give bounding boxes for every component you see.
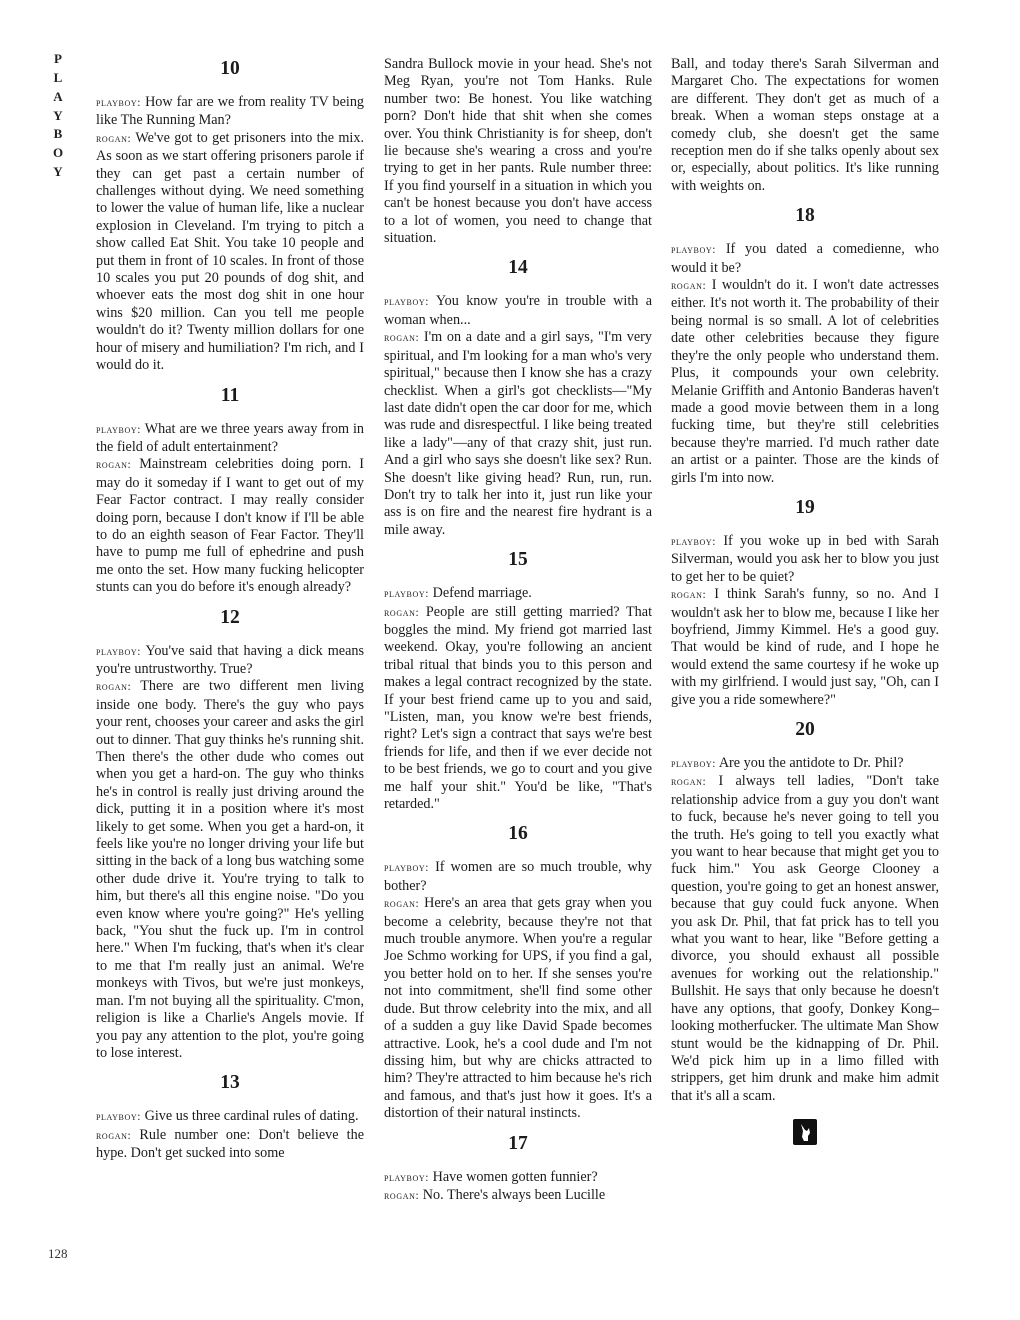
question-number: 13 — [220, 1072, 240, 1094]
interviewer-question — [671, 533, 939, 586]
body-text: I always tell ladies, "Don't take relationship advice from a guy you don't want to fuck, because he's never going to tell you the truth. He's going to tell you exactly what you want to hear because that might get you to fuck him." You ask George Clooney a question, you're going to get an honest answer, because that guy could fuck anyone. When you ask Dr. Phil, that fat prick has to tell you what you want to hear, like "Before getting a divorce, you should exhaust all possible avenues for working out the relationship." Bullshit. He says that only because he doesn't have any options, that goofy, Donkey Kong–looking motherfucker. The ultimate Man Show stunt would be the kidnapping of Dr. Phil. We'd pick him up in a limo filled with strippers, get him drunk and make him admit that it's all a scam. — [671, 773, 939, 1104]
speaker-label: playboy: — [671, 758, 717, 770]
interviewee-answer — [384, 1187, 652, 1205]
text-column-2 — [384, 56, 652, 1205]
speaker-label: playboy: — [384, 296, 430, 309]
text-column-1 — [96, 56, 364, 1163]
interviewer-question — [384, 859, 652, 895]
speaker-label: rogan: — [96, 132, 132, 145]
paragraph — [384, 56, 652, 247]
body-text: No. There's always been Lucille — [422, 1186, 606, 1203]
speaker-label: playboy: — [96, 97, 142, 109]
speaker-label: playboy: — [96, 645, 142, 658]
body-text: Rule number one: Don't believe the hype. Don't get sucked into some — [96, 1126, 365, 1162]
speaker-label: playboy: — [384, 1171, 430, 1184]
body-text: Ball, and today there's Sarah Silverman and Margaret Cho. The expectations for women are different. They don't get as much of a break. When a woman steps onstage at a comedy club, she doesn't get the same reception men do if she talks openly about sex or, especially, about politics. It's like running with weights on. — [671, 56, 939, 194]
question-number: 17 — [508, 1132, 528, 1154]
side-letter: Y — [53, 107, 63, 123]
interviewee-answer — [384, 895, 652, 1122]
interviewer-question — [384, 293, 652, 329]
speaker-label: rogan: — [96, 681, 132, 694]
interviewer-question — [671, 755, 939, 773]
speaker-label: rogan: — [96, 1129, 132, 1142]
text-column-3 — [671, 56, 939, 1145]
question-number: 15 — [508, 549, 528, 571]
interviewee-answer — [96, 130, 364, 375]
question-number: 10 — [220, 58, 240, 79]
speaker-label: playboy: — [384, 588, 430, 601]
interviewee-answer — [671, 277, 939, 487]
rabbit-logo-icon — [793, 1119, 817, 1145]
body-text: You've said that having a dick means you're untrustworthy. True? — [96, 642, 364, 677]
paragraph — [671, 56, 939, 195]
side-letter: A — [53, 88, 63, 104]
body-text: What are we three years away from in the field of adult entertainment? — [96, 420, 364, 455]
speaker-label: rogan: — [671, 280, 707, 293]
body-text: If you dated a comedienne, who would it be? — [671, 241, 939, 276]
magazine-side-label — [46, 50, 70, 182]
body-text: I think Sarah's funny, so no. And I wouldn't ask her to blow me, because I like her boyfriend, Jimmy Kimmel. He's a good guy. That would be kind of rude, and I hope he would extend the same courtesy if he woke up with my girlfriend. I would just say, "Oh, can I give you a ride somewhere?" — [671, 586, 940, 708]
question-number: 11 — [220, 384, 240, 406]
speaker-label: playboy: — [671, 244, 717, 257]
side-letter: O — [52, 145, 64, 161]
interviewee-answer — [671, 773, 939, 1105]
side-letter: P — [54, 51, 62, 66]
speaker-label: rogan: — [384, 332, 420, 345]
speaker-label: playboy: — [384, 862, 430, 875]
question-number: 19 — [795, 496, 815, 518]
side-letter: L — [53, 69, 63, 85]
side-letter: B — [53, 126, 63, 142]
speaker-label: rogan: — [384, 898, 420, 911]
interviewer-question — [384, 585, 652, 603]
body-text: There are two different men living inside one body. There's the guy who pays your rent, chooses your career and asks the girl out to dinner. That guy thinks he's running shit. Then there's the other dude who comes out when you get a hard-on. The guy who thinks he's in control is really just driving around the dick, putting it in a position where it's most likely to get some. When you get a hard-on, it feels like you're no longer driving your life but sitting in the back of a long bus watching some other dude drive it. You're trying to talk to him, but there's all this engine noise. "Do you even know where you're going?" He's yelling back, "You shut the fuck up. I'm in control here." When I'm fucking, that's when it's clear to me that I'm really just an animal. We're monkeys with Tivos, but we're just monkeys, man. I'm not buying all the spirituality. C'mon, religion is like a Charlie's Angels movie. If you pay any attention to the plot, you're going to lose interest. — [96, 678, 364, 1061]
interviewer-question — [671, 241, 939, 277]
body-text: Have women gotten funnier? — [432, 1168, 598, 1185]
page-number: 128 — [48, 1246, 68, 1261]
body-text: You know you're in trouble with a woman when... — [384, 293, 652, 328]
body-text: How far are we from reality TV being like The Running Man? — [96, 94, 365, 129]
interviewer-question — [96, 94, 364, 130]
question-number: 16 — [508, 823, 528, 845]
speaker-label: playboy: — [96, 1111, 142, 1124]
speaker-label: rogan: — [384, 606, 420, 619]
speaker-label: rogan: — [384, 1189, 420, 1202]
interviewee-answer — [384, 329, 652, 539]
body-text: People are still getting married? That boggles the mind. My friend got married last weekend. Okay, you're following an ancient tribal ritual that binds you to this person and makes a legal contract recognized by the state. If your best friend came up to you and said, "Listen, man, you know we're best friends, right? Let's sign a contract that says we're best friends for life, and then if we ever decide not to be best friends, we go to court and you give me half your shit." You'd be like, "That's retarded." — [384, 603, 653, 813]
body-text: I'm on a date and a girl says, "I'm very spiritual, and I'm looking for a man who's very spiritual," because then I know she has a crazy checklist. When a girl's got checklists—"My last date didn't open the car door for me, which was rude and disrespectful. I like being treated like a lady"—any of that crazy shit, just run. And a girl who says she doesn't like sex? Run. She doesn't like giving head? Run, run, run. Don't try to talk her into it, just run like your ass is on fire and the nearest fire hydrant is a mile away. — [384, 329, 652, 538]
body-text: If women are so much trouble, why bother? — [384, 859, 652, 894]
body-text: Mainstream celebrities doing porn. I may do it someday if I want to get out of my Fear Factor contract. I may really consider doing porn, because I don't know if I'll be able to do an eighth season of Fear Factor. They'll have to pump me full of ephedrine and push me onto the set. How many fucking helicopter stunts can you do before it's enough already? — [96, 456, 365, 596]
question-number: 20 — [795, 719, 815, 740]
interviewee-answer — [96, 456, 364, 596]
question-number: 14 — [508, 257, 528, 279]
side-letter: Y — [53, 164, 63, 180]
body-text: If you woke up in bed with Sarah Silverman, would you ask her to blow you just to get her to be quiet? — [671, 532, 939, 585]
body-text: Sandra Bullock movie in your head. She's not Meg Ryan, you're not Tom Hanks. Rule number two: Be honest. You like watching porn? Don't hide that shit when she comes over. You think Christianity is for sheep, don't lie because she's wearing a cross and you're trying to get in her pants. Rule number three: If you find yourself in a situation in which you can't be honest because you don't have access to a lot of women, you need to change that situation. — [384, 56, 652, 247]
question-number: 18 — [795, 205, 815, 227]
body-text: Here's an area that gets gray when you become a celebrity, because they're not that much trouble anymore. When you're a regular Joe Schmo working for UPS, if you find a gal, you better hold on to her. If she senses you're not into commitment, she'll find some other dude. But throw celebrity into the mix, and all of a sudden a guy like David Spade becomes attractive. Look, he's a cool dude and I'm not dissing him, but why are chicks attracted to him? They're attracted to him because he's rich and famous, and that's just how it goes. It's a distortion of their natural instincts. — [384, 895, 652, 1122]
body-text: Are you the antidote to Dr. Phil? — [718, 755, 904, 771]
body-text: We've got to get prisoners into the mix. As soon as we start offering prisoners parole if they can get past a certain number of challenges without dying. We need something to lower the value of human life, like a nuclear explosion in Cleveland. I'm trying to pitch a show called Eat Shit. You take 10 people and put them in front of 10 scales. In front of those 10 scales you put 20 pounds of dog shit, and whoever eats the most dog shit in one hour wins $20 million. Can you tell me people wouldn't do it? Twenty million dollars for one hour of misery and humiliation? I'm rich, and I would do it. — [96, 129, 365, 374]
interviewee-answer — [671, 586, 939, 709]
interviewee-answer — [384, 604, 652, 814]
interviewer-question — [96, 1108, 364, 1126]
body-text: Give us three cardinal rules of dating. — [144, 1108, 359, 1125]
body-text: Defend marriage. — [432, 585, 532, 602]
question-number: 12 — [220, 606, 240, 628]
speaker-label: playboy: — [96, 423, 142, 436]
interviewer-question — [384, 1169, 652, 1187]
speaker-label: playboy: — [671, 535, 717, 548]
speaker-label: rogan: — [671, 776, 707, 789]
interviewer-question — [96, 643, 364, 679]
speaker-label: rogan: — [671, 589, 707, 602]
body-text: I wouldn't do it. I won't date actresses either. It's not worth it. The probability of their being normal is so small. A lot of celebrities date other celebrities because they figure they're the only people who understand them. Plus, it compounds your own celebrity. Melanie Griffith and Antonio Banderas haven't made a good movie between them in a long fucking time, but they're still celebrities because they're married. I'd much rather date an artist or a painter. Those are the kinds of girls I'm into now. — [671, 277, 940, 486]
interviewee-answer — [96, 1127, 364, 1163]
speaker-label: rogan: — [96, 459, 132, 472]
interviewee-answer — [96, 678, 364, 1062]
interviewer-question — [96, 421, 364, 457]
